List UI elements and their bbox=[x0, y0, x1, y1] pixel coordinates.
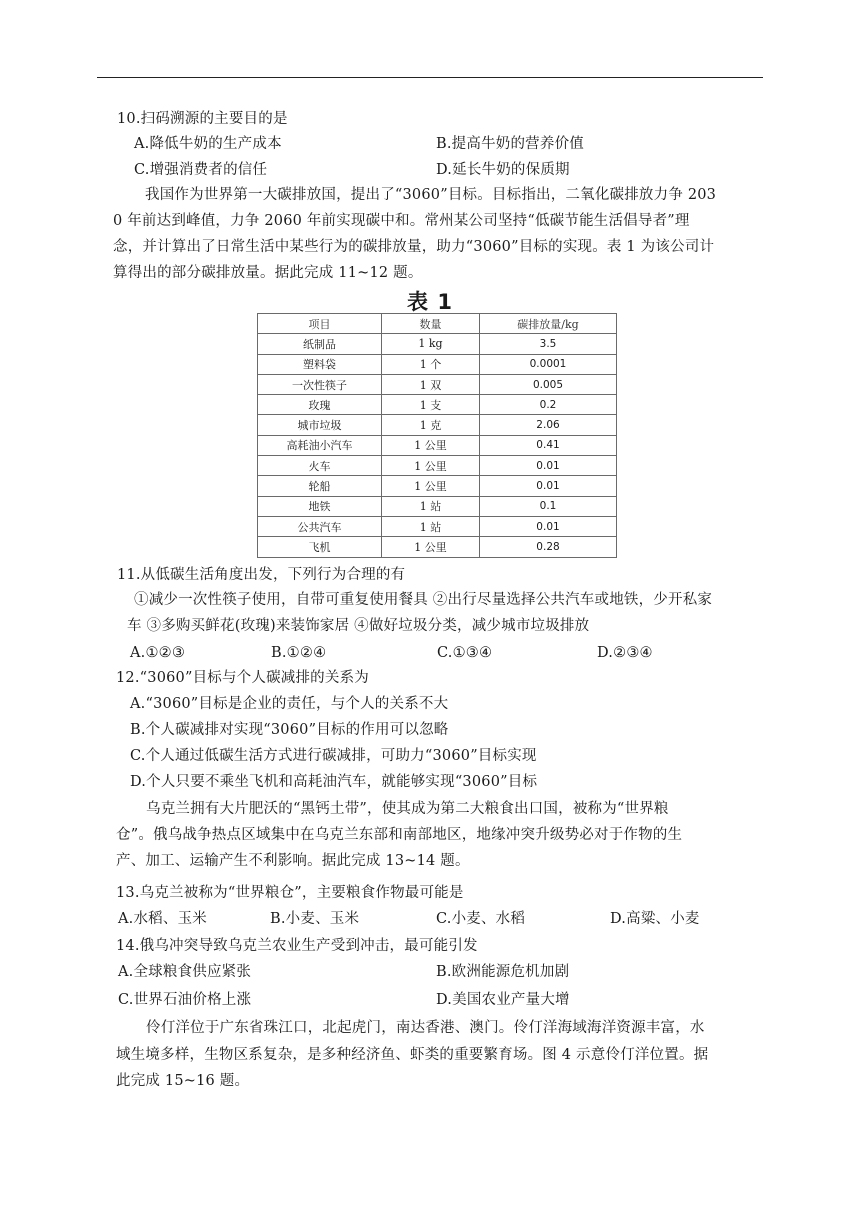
table-row bbox=[258, 395, 617, 415]
q11-stem: 11.从低碳生活角度出发，下列行为合理的有 bbox=[117, 567, 406, 583]
quantity-cell: 1 双 bbox=[382, 374, 480, 394]
q10-option-b: B.提高牛奶的营养价值 bbox=[436, 136, 584, 152]
item-cell: 地铁 bbox=[258, 496, 382, 516]
table-row bbox=[258, 476, 617, 496]
q11-option-d: D.②③④ bbox=[597, 645, 653, 661]
table-row bbox=[258, 415, 617, 435]
q13-option-b: B.小麦、玉米 bbox=[270, 911, 360, 927]
q13-stem: 13.乌克兰被称为“世界粮仓”，主要粮食作物最可能是 bbox=[116, 885, 464, 901]
emission-cell: 0.28 bbox=[480, 537, 617, 557]
emission-cell: 3.5 bbox=[480, 334, 617, 354]
table-row bbox=[258, 435, 617, 455]
quantity-cell: 1 支 bbox=[382, 395, 480, 415]
table-row bbox=[258, 516, 617, 536]
passage2-line2: 仓”。俄乌战争热点区域集中在乌克兰东部和南部地区，地缘冲突升级势必对于作物的生 bbox=[116, 827, 683, 843]
quantity-cell: 1 站 bbox=[382, 496, 480, 516]
emission-cell: 0.01 bbox=[480, 456, 617, 476]
table-row bbox=[258, 496, 617, 516]
q14-option-b: B.欧洲能源危机加剧 bbox=[436, 964, 570, 980]
item-cell: 塑料袋 bbox=[258, 354, 382, 374]
q14-stem: 14.俄乌冲突导致乌克兰农业生产受到冲击，最可能引发 bbox=[116, 938, 478, 954]
quantity-cell: 1 kg bbox=[382, 334, 480, 354]
emission-cell: 0.005 bbox=[480, 374, 617, 394]
q12-option-c: C.个人通过低碳生活方式进行碳减排，可助力“3060”目标实现 bbox=[130, 748, 537, 764]
table-header-row bbox=[258, 314, 617, 334]
header-quantity: 数量 bbox=[382, 314, 480, 334]
emission-cell: 0.1 bbox=[480, 496, 617, 516]
q12-option-d: D.个人只要不乘坐飞机和高耗油汽车，就能够实现“3060”目标 bbox=[130, 774, 538, 790]
q12-stem: 12.“3060”目标与个人碳减排的关系为 bbox=[116, 670, 369, 686]
q14-option-c: C.世界石油价格上涨 bbox=[118, 992, 252, 1008]
q14-option-d: D.美国农业产量大增 bbox=[436, 992, 570, 1008]
q10-option-d: D.延长牛奶的保质期 bbox=[436, 162, 570, 178]
item-cell: 玫瑰 bbox=[258, 395, 382, 415]
quantity-cell: 1 克 bbox=[382, 415, 480, 435]
emission-cell: 0.41 bbox=[480, 435, 617, 455]
passage1-line4: 算得出的部分碳排放量。据此完成 11~12 题。 bbox=[113, 265, 423, 281]
q10-option-c: C.增强消费者的信任 bbox=[134, 162, 268, 178]
quantity-cell: 1 公里 bbox=[382, 435, 480, 455]
emission-cell: 0.0001 bbox=[480, 354, 617, 374]
q12-option-b: B.个人碳减排对实现“3060”目标的作用可以忽略 bbox=[130, 722, 449, 738]
table-row bbox=[258, 374, 617, 394]
q11-option-c: C.①③④ bbox=[437, 645, 493, 661]
passage3-line1: 伶仃洋位于广东省珠江口，北起虎门，南达香港、澳门。伶仃洋海域海洋资源丰富，水 bbox=[146, 1020, 705, 1036]
carbon-emission-table bbox=[257, 313, 617, 558]
q11-statement-line2: 车 ③多购买鲜花(玫瑰)来装饰家居 ④做好垃圾分类，减少城市垃圾排放 bbox=[127, 618, 590, 634]
table-row bbox=[258, 354, 617, 374]
item-cell: 火车 bbox=[258, 456, 382, 476]
q11-statement-line1: ①减少一次性筷子使用，自带可重复使用餐具 ②出行尽量选择公共汽车或地铁，少开私家 bbox=[134, 592, 713, 608]
emission-cell: 2.06 bbox=[480, 415, 617, 435]
quantity-cell: 1 公里 bbox=[382, 476, 480, 496]
passage3-line2: 域生境多样，生物区系复杂，是多种经济鱼、虾类的重要繁育场。图 4 示意伶仃洋位置。据 bbox=[116, 1047, 709, 1063]
item-cell: 飞机 bbox=[258, 537, 382, 557]
emission-cell: 0.2 bbox=[480, 395, 617, 415]
item-cell: 一次性筷子 bbox=[258, 374, 382, 394]
q11-option-a: A.①②③ bbox=[130, 645, 186, 661]
quantity-cell: 1 公里 bbox=[382, 537, 480, 557]
q10-option-a: A.降低牛奶的生产成本 bbox=[134, 136, 282, 152]
header-emission: 碳排放量/kg bbox=[480, 314, 617, 334]
item-cell: 轮船 bbox=[258, 476, 382, 496]
item-cell: 公共汽车 bbox=[258, 516, 382, 536]
table-row bbox=[258, 334, 617, 354]
quantity-cell: 1 个 bbox=[382, 354, 480, 374]
q13-option-a: A.水稻、玉米 bbox=[118, 911, 207, 927]
table-row bbox=[258, 456, 617, 476]
q12-option-a: A.“3060”目标是企业的责任，与个人的关系不大 bbox=[130, 696, 449, 712]
item-cell: 纸制品 bbox=[258, 334, 382, 354]
table-row bbox=[258, 537, 617, 557]
passage3-line3: 此完成 15~16 题。 bbox=[116, 1073, 250, 1089]
passage1-line3: 念，并计算出了日常生活中某些行为的碳排放量，助力“3060”目标的实现。表 1 为该公司计 bbox=[113, 239, 715, 255]
header-rule bbox=[97, 77, 763, 78]
passage1-line2: 0 年前达到峰值，力争 2060 年前实现碳中和。常州某公司坚持“低碳节能生活倡导者”理 bbox=[113, 213, 690, 229]
emission-cell: 0.01 bbox=[480, 476, 617, 496]
passage2-line3: 产、加工、运输产生不利影响。据此完成 13~14 题。 bbox=[116, 853, 470, 869]
q14-option-a: A.全球粮食供应紧张 bbox=[118, 964, 252, 980]
quantity-cell: 1 站 bbox=[382, 516, 480, 536]
quantity-cell: 1 公里 bbox=[382, 456, 480, 476]
item-cell: 高耗油小汽车 bbox=[258, 435, 382, 455]
passage2-line1: 乌克兰拥有大片肥沃的“黑钙土带”，使其成为第二大粮食出口国，被称为“世界粮 bbox=[146, 801, 669, 817]
q11-option-b: B.①②④ bbox=[271, 645, 327, 661]
item-cell: 城市垃圾 bbox=[258, 415, 382, 435]
q13-option-c: C.小麦、水稻 bbox=[436, 911, 526, 927]
emission-cell: 0.01 bbox=[480, 516, 617, 536]
q10-stem: 10.扫码溯源的主要目的是 bbox=[117, 111, 288, 127]
passage1-line1: 我国作为世界第一大碳排放国，提出了“3060”目标。目标指出，二氧化碳排放力争 203 bbox=[145, 187, 717, 203]
q13-option-d: D.高粱、小麦 bbox=[610, 911, 700, 927]
header-item: 项目 bbox=[258, 314, 382, 334]
table-title: 表 1 bbox=[407, 290, 453, 314]
